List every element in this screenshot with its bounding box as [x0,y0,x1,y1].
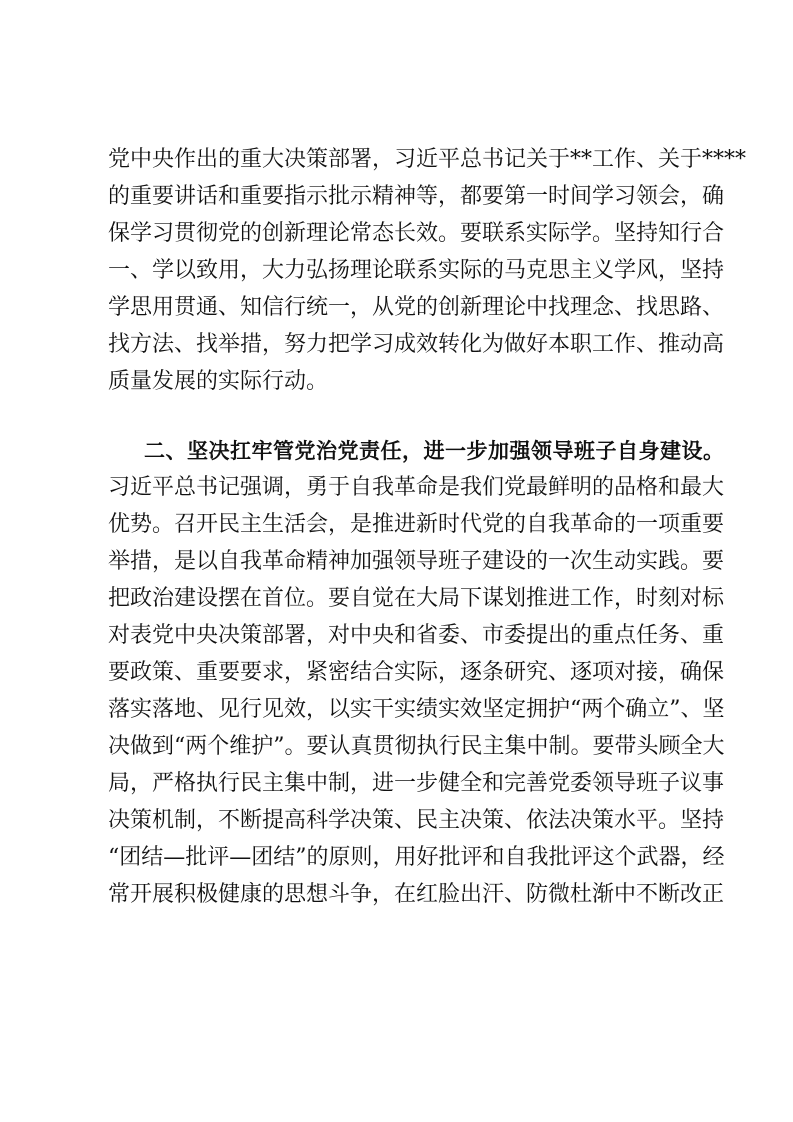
paragraph-1-line-7: 质量发展的实际行动。 [108,369,329,394]
paragraph-2-line-11: “团结—批评—团结”的原则，用好批评和自我批评这个武器，经 [108,845,725,870]
paragraph-2-line-5: 对表党中央决策部署，对中央和省委、市委提出的重点任务、重 [108,623,725,648]
paragraph-2-line-2: 优势。召开民主生活会，是推进新时代党的自我革命的一项重要 [108,512,725,537]
paragraph-2-line-10: 决策机制，不断提高科学决策、民主决策、依法决策水平。坚持 [108,808,725,833]
paragraph-1-line-4: 一、学以致用，大力弘扬理论联系实际的马克思主义学风，坚持 [108,258,725,283]
paragraph-2-line-9: 局，严格执行民主集中制，进一步健全和完善党委领导班子议事 [108,771,725,796]
paragraph-1-line-5: 学思用贯通、知信行统一，从党的创新理论中找理念、找思路、 [108,295,725,320]
paragraph-1-line-6: 找方法、找举措，努力把学习成效转化为做好本职工作、推动高 [108,332,725,357]
paragraph-1-line-1: 党中央作出的重大决策部署，习近平总书记关于**工作、关于**** [108,147,747,172]
paragraph-2-line-4: 把政治建设摆在首位。要自觉在大局下谋划推进工作，时刻对标 [108,586,725,611]
paragraph-2-line-8: 决做到“两个维护”。要认真贯彻执行民主集中制。要带头顾全大 [108,734,725,759]
paragraph-2-line-6: 要政策、重要要求，紧密结合实际，逐条研究、逐项对接，确保 [108,660,725,685]
paragraph-2-line-12: 常开展积极健康的思想斗争，在红脸出汗、防微杜渐中不断改正 [108,882,725,907]
paragraph-2-line-7: 落实落地、见行见效，以实干实绩实效坚定拥护“两个确立”、坚 [108,697,725,722]
paragraph-1-line-2: 的重要讲话和重要指示批示精神等，都要第一时间学习领会，确 [108,184,725,209]
paragraph-2-line-1: 习近平总书记强调，勇于自我革命是我们党最鲜明的品格和最大 [108,475,725,500]
paragraph-1-line-3: 保学习贯彻党的创新理论常态长效。要联系实际学。坚持知行合 [108,221,725,246]
paragraph-2-line-3: 举措，是以自我革命精神加强领导班子建设的一次生动实践。要 [108,549,725,574]
section-2-heading: 二、坚决扛牢管党治党责任，进一步加强领导班子自身建设。 [144,439,725,463]
